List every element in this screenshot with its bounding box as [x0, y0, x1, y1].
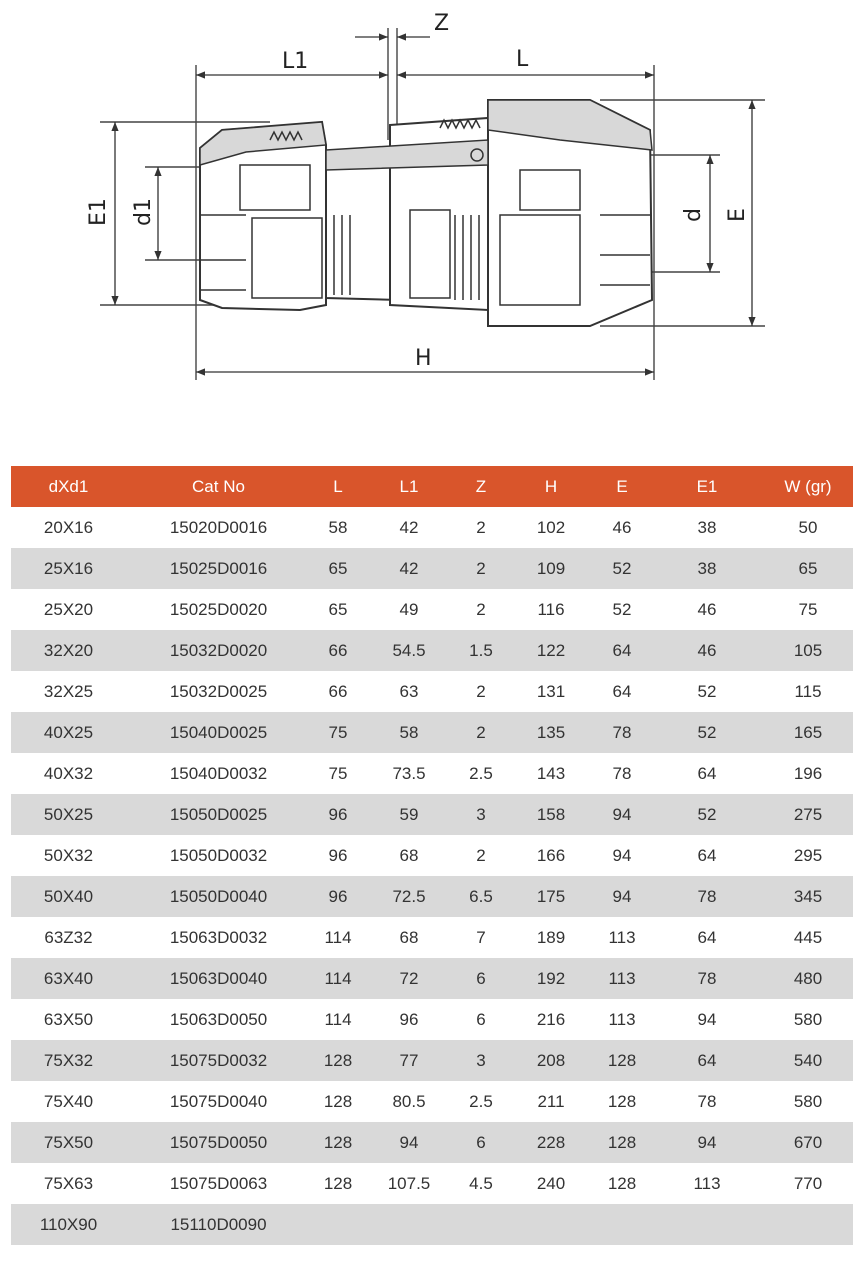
table-cell: 122	[509, 630, 593, 671]
dimensions-table	[11, 466, 853, 1245]
table-cell: 46	[697, 599, 717, 619]
table-cell: 15040D0025	[126, 712, 311, 753]
table-cell: 63X40	[11, 958, 126, 999]
table-cell: 52	[651, 712, 763, 753]
table-cell: 228	[509, 1122, 593, 1163]
table-cell: 75X40	[43, 1091, 94, 1111]
table-row	[11, 630, 853, 671]
table-cell: 128	[323, 1173, 353, 1193]
table-cell: 6	[453, 958, 509, 999]
column-header: E1	[651, 466, 763, 507]
table-cell: 32X25	[43, 681, 94, 701]
column-header: Z	[453, 466, 509, 507]
table-cell: 105	[763, 630, 853, 671]
table-cell: 15050D0032	[169, 845, 268, 865]
table-cell: 50X40	[11, 876, 126, 917]
table-cell: 15063D0040	[126, 958, 311, 999]
dim-label-l: L	[516, 47, 529, 72]
table-cell: 107.5	[387, 1173, 431, 1193]
table-cell: 75	[328, 763, 348, 783]
table-cell: 78	[612, 763, 632, 783]
table-cell: 116	[537, 599, 565, 619]
dim-label-l1: L1	[282, 49, 309, 74]
table-cell: 128	[323, 1091, 353, 1111]
table-cell: 175	[509, 876, 593, 917]
column-header: W (gr)	[763, 466, 853, 507]
table-cell: 109	[509, 548, 593, 589]
table-row	[11, 876, 853, 917]
table-cell: 40X32	[43, 763, 94, 783]
table-cell: 25X16	[11, 548, 126, 589]
table-cell: 50	[798, 517, 818, 537]
table-cell: 113	[693, 1173, 721, 1193]
table-cell: 114	[324, 1009, 352, 1029]
table-cell: 75X50	[11, 1122, 126, 1163]
table-cell: 68	[399, 845, 419, 865]
table-cell: 59	[365, 794, 453, 835]
table-cell: 113	[608, 1009, 636, 1029]
table-cell: 54.5	[365, 630, 453, 671]
table-cell: 6	[453, 1122, 509, 1163]
table-cell: 15032D0025	[169, 681, 268, 701]
table-row	[11, 1122, 853, 1163]
table-row	[11, 958, 853, 999]
table-row	[11, 712, 853, 753]
table-cell: 7	[476, 927, 486, 947]
table-cell: 78	[651, 958, 763, 999]
table-cell: 15063D0050	[169, 1009, 268, 1029]
table-cell: 15063D0032	[169, 927, 268, 947]
table-cell: 68	[399, 927, 419, 947]
table-cell: 42	[399, 517, 419, 537]
table-cell: 2.5	[469, 1091, 493, 1111]
table-cell: 49	[399, 599, 419, 619]
column-header: H	[509, 466, 593, 507]
table-cell: 15020D0016	[169, 517, 268, 537]
table-cell: 115	[794, 681, 822, 701]
table-row	[11, 1040, 853, 1081]
table-cell: 114	[311, 958, 365, 999]
table-cell: 46	[612, 517, 632, 537]
table-cell: 3	[453, 1040, 509, 1081]
table-cell: 211	[537, 1091, 565, 1111]
table-cell: 66	[311, 630, 365, 671]
table-cell: 94	[593, 876, 651, 917]
table-cell: 63X50	[43, 1009, 94, 1029]
table-cell: 2	[476, 599, 486, 619]
table-cell: 65	[763, 548, 853, 589]
table-cell: 196	[793, 763, 823, 783]
table-row	[11, 548, 853, 589]
fitting-technical-drawing	[0, 0, 860, 420]
table-cell: 158	[509, 794, 593, 835]
table-cell: 50X25	[11, 794, 126, 835]
table-cell: 58	[328, 517, 348, 537]
table-cell: 114	[324, 927, 352, 947]
table-cell: 580	[793, 1009, 823, 1029]
table-cell: 65	[311, 548, 365, 589]
table-cell: 216	[536, 1009, 566, 1029]
table-cell: 58	[365, 712, 453, 753]
table-body	[11, 507, 853, 1245]
table-cell: 240	[536, 1173, 566, 1193]
table-cell: 25X20	[43, 599, 94, 619]
table-cell: 52	[697, 681, 717, 701]
table-cell: 78	[697, 1091, 717, 1111]
table-cell: 64	[697, 845, 717, 865]
table-cell: 143	[536, 763, 566, 783]
dim-label-d1: d1	[131, 198, 156, 226]
table-cell	[651, 1204, 763, 1245]
table-cell: 94	[365, 1122, 453, 1163]
table-cell: 52	[612, 599, 632, 619]
column-header: E	[593, 466, 651, 507]
table-cell: 75	[311, 712, 365, 753]
table-cell: 2	[476, 681, 486, 701]
table-cell: 135	[509, 712, 593, 753]
table-cell: 15032D0020	[126, 630, 311, 671]
table-cell: 38	[697, 517, 717, 537]
table-cell: 80.5	[392, 1091, 426, 1111]
table-cell: 2	[453, 548, 509, 589]
table-cell: 38	[651, 548, 763, 589]
table-cell: 15110D0090	[126, 1204, 311, 1245]
table-cell: 113	[608, 927, 636, 947]
table-cell: 78	[651, 876, 763, 917]
table-cell: 295	[793, 845, 823, 865]
column-header: Cat No	[126, 466, 311, 507]
table-cell: 6	[476, 1009, 486, 1029]
table-cell: 15075D0050	[126, 1122, 311, 1163]
table-row	[11, 917, 853, 958]
table-cell: 15075D0032	[126, 1040, 311, 1081]
table-row	[11, 589, 853, 630]
table-cell: 15025D0016	[126, 548, 311, 589]
table-cell	[365, 1204, 453, 1245]
table-cell: 94	[612, 845, 632, 865]
table-cell: 77	[365, 1040, 453, 1081]
table-row	[11, 835, 853, 876]
table-cell	[311, 1204, 365, 1245]
table-cell: 52	[593, 548, 651, 589]
table-row	[11, 507, 853, 548]
table-cell: 64	[697, 927, 717, 947]
table-cell: 580	[793, 1091, 823, 1111]
table-cell: 166	[536, 845, 566, 865]
table-cell: 2	[476, 845, 486, 865]
table-cell: 3	[453, 794, 509, 835]
table-cell: 15075D0040	[169, 1091, 268, 1111]
table-cell: 6.5	[453, 876, 509, 917]
table-row	[11, 1163, 853, 1204]
table-cell: 72	[365, 958, 453, 999]
table-cell: 40X25	[11, 712, 126, 753]
table-cell: 96	[328, 845, 348, 865]
table-cell: 128	[593, 1040, 651, 1081]
dim-label-e1: E1	[86, 198, 111, 226]
table-cell: 94	[593, 794, 651, 835]
table-cell: 670	[763, 1122, 853, 1163]
table-cell: 96	[311, 794, 365, 835]
table-cell: 128	[311, 1122, 365, 1163]
table-cell: 2.5	[469, 763, 493, 783]
dim-label-d: d	[681, 208, 706, 222]
table-cell: 75X32	[11, 1040, 126, 1081]
table-cell: 96	[399, 1009, 419, 1029]
table-cell: 2	[476, 517, 486, 537]
table-cell: 52	[651, 794, 763, 835]
column-header: dXd1	[11, 466, 126, 507]
table-cell: 165	[763, 712, 853, 753]
table-cell: 65	[328, 599, 348, 619]
reducing-coupling-diagram	[0, 0, 860, 420]
table-cell: 50X32	[43, 845, 94, 865]
table-cell: 15075D0063	[169, 1173, 268, 1193]
table-cell: 128	[311, 1040, 365, 1081]
table-cell: 72.5	[365, 876, 453, 917]
table-cell: 15050D0040	[126, 876, 311, 917]
table-cell	[453, 1204, 509, 1245]
table-cell: 110X90	[11, 1204, 126, 1245]
table-cell: 63Z32	[44, 927, 93, 947]
table-cell: 15025D0020	[169, 599, 268, 619]
dim-label-e: E	[725, 208, 750, 222]
table-cell: 1.5	[453, 630, 509, 671]
table-cell: 96	[311, 876, 365, 917]
table-cell: 32X20	[11, 630, 126, 671]
table-cell: 73.5	[392, 763, 426, 783]
table-cell: 63	[399, 681, 419, 701]
table-cell: 46	[651, 630, 763, 671]
table-cell: 128	[593, 1122, 651, 1163]
table-cell: 113	[593, 958, 651, 999]
table-cell: 94	[697, 1009, 717, 1029]
table-cell	[509, 1204, 593, 1245]
column-header: L1	[365, 466, 453, 507]
table-cell: 20X16	[43, 517, 94, 537]
table-cell: 64	[697, 763, 717, 783]
table-cell: 128	[607, 1173, 637, 1193]
table-cell: 540	[763, 1040, 853, 1081]
table-cell: 192	[509, 958, 593, 999]
table-cell: 75	[798, 599, 818, 619]
table-cell	[763, 1204, 853, 1245]
table-cell: 94	[651, 1122, 763, 1163]
table-cell: 275	[763, 794, 853, 835]
table-cell: 64	[593, 630, 651, 671]
table-cell: 208	[509, 1040, 593, 1081]
table-cell: 128	[607, 1091, 637, 1111]
table-row	[11, 794, 853, 835]
dim-label-z: Z	[434, 11, 450, 36]
table-cell: 770	[793, 1173, 823, 1193]
column-header: L	[311, 466, 365, 507]
table-row	[11, 1081, 853, 1122]
table-cell: 42	[365, 548, 453, 589]
table-cell: 66	[328, 681, 348, 701]
table-cell: 64	[651, 1040, 763, 1081]
table-row	[11, 753, 853, 794]
table-cell	[593, 1204, 651, 1245]
table-cell: 2	[453, 712, 509, 753]
dim-label-h: H	[415, 346, 432, 371]
table-cell: 480	[763, 958, 853, 999]
table-cell: 131	[536, 681, 566, 701]
table-cell: 4.5	[469, 1173, 493, 1193]
table-cell: 189	[536, 927, 566, 947]
table-cell: 75X63	[43, 1173, 94, 1193]
table-row	[11, 1204, 853, 1245]
table-row	[11, 671, 853, 712]
table-cell: 445	[793, 927, 823, 947]
table-cell: 15050D0025	[126, 794, 311, 835]
table-cell: 15040D0032	[169, 763, 268, 783]
table-cell: 78	[593, 712, 651, 753]
table-cell: 345	[763, 876, 853, 917]
table-cell: 64	[612, 681, 632, 701]
table-cell: 102	[536, 517, 566, 537]
table-header-row	[11, 466, 853, 507]
table-row	[11, 999, 853, 1040]
